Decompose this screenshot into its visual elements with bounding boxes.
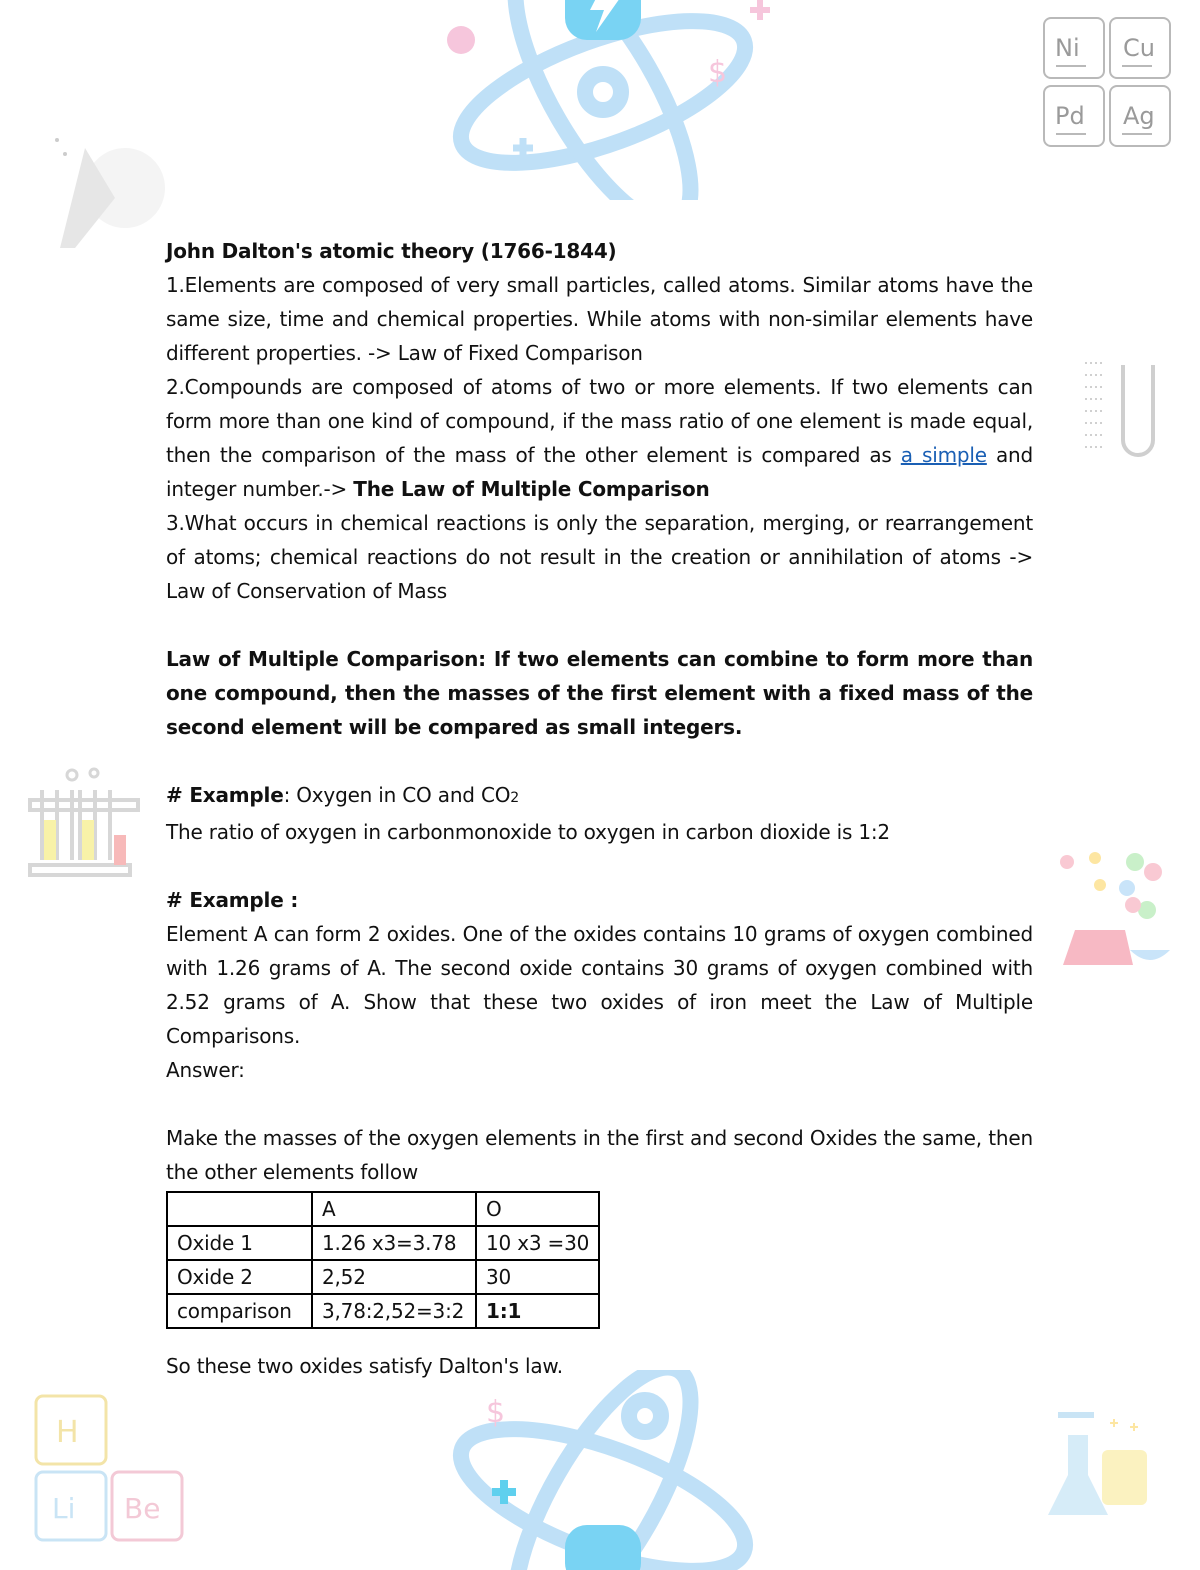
table-cell: 2,52	[312, 1260, 476, 1294]
element-tile-cu: Cu	[1123, 34, 1155, 62]
example-2-text: Element A can form 2 oxides. One of the oxides contains 10 grams of oxygen combined with 1.26 grams of A. The second oxide contains 30 grams of oxygen combined with 2.52 grams of A. Show that these two oxides of iron meet the Law of Multiple Comparisons.	[166, 922, 1033, 1048]
table-header-cell	[167, 1192, 312, 1226]
table-header-cell: A	[312, 1192, 476, 1226]
example-1-line	[166, 778, 1033, 815]
point-2-text: 2.Compounds are composed of atoms of two or more elements. If two elements can form more than one kind of compound, if the mass ratio of one element is made equal, then the comparison of the mass of the other element is compared as	[166, 375, 1033, 467]
example-2-label: # Example :	[166, 888, 299, 912]
atom-icon-bottom	[430, 1370, 780, 1570]
element-tile-ag: Ag	[1123, 102, 1155, 130]
theory-point-2	[166, 370, 1033, 506]
doc-title: John Dalton's atomic theory (1766-1844)	[166, 239, 617, 263]
table-cell: 10 x3 =30	[476, 1226, 599, 1260]
element-tile-be: Be	[124, 1492, 161, 1525]
element-tile-ni: Ni	[1055, 34, 1080, 62]
answer-label: Answer:	[166, 1058, 245, 1082]
table-cell: comparison	[167, 1294, 312, 1328]
test-tube-rack-icon	[22, 765, 147, 890]
example-1-label: # Example	[166, 783, 284, 807]
theory-point-3: 3.What occurs in chemical reactions is only the separation, merging, or rearrangement of atoms; chemical reactions do not result in the creation or annihilation of atoms -> Law of Conservation of Mass	[166, 511, 1033, 603]
law-multiple-comparison-label: The Law of Multiple Comparison	[353, 477, 710, 501]
table-cell: 1:1	[476, 1294, 599, 1328]
document-body	[166, 234, 1033, 1383]
example-1-text: : Oxygen in CO and CO	[283, 783, 511, 807]
example-1-ratio: The ratio of oxygen in carbonmonoxide to oxygen in carbon dioxide is 1:2	[166, 820, 890, 844]
table-cell: 30	[476, 1260, 599, 1294]
a-simple-link[interactable]: a simple	[900, 443, 987, 467]
svg-text:$: $	[708, 55, 728, 90]
theory-point-1: 1.Elements are composed of very small particles, called atoms. Similar atoms have the same size, time and chemical properties. While atoms with non-similar elements have different properties. -> Law of Fixed Comparison	[166, 273, 1033, 365]
table-cell: 3,78:2,52=3:2	[312, 1294, 476, 1328]
svg-text:$: $	[486, 1395, 506, 1430]
element-tile-li: Li	[52, 1492, 76, 1525]
conclusion: So these two oxides satisfy Dalton's law.	[166, 1354, 563, 1378]
element-tiles-bottom-left	[30, 1392, 190, 1547]
table-cell: Oxide 1	[167, 1226, 312, 1260]
lab-flask-colorful-icon	[1055, 850, 1175, 975]
element-tile-h: H	[56, 1415, 79, 1450]
beaker-icon-bottom-right	[1040, 1405, 1160, 1525]
point-2-continued: and integer number.->	[166, 443, 1033, 501]
test-tube-icon-right	[1075, 355, 1165, 460]
table-cell: 1.26 x3=3.78	[312, 1226, 476, 1260]
table-row	[167, 1260, 599, 1294]
answer-text: Make the masses of the oxygen elements in the first and second Oxides the same, then the other elements follow	[166, 1126, 1033, 1184]
law-definition: Law of Multiple Comparison: If two elements can combine to form more than one compound, then the masses of the first element with a fixed mass of the second element will be compared as small integers.	[166, 647, 1033, 739]
table-cell: Oxide 2	[167, 1260, 312, 1294]
table-header-cell: O	[476, 1192, 599, 1226]
table-row	[167, 1226, 599, 1260]
element-tiles-top-right	[1040, 14, 1180, 154]
atom-icon-top	[430, 0, 780, 200]
example-1-subscript: 2	[510, 790, 519, 806]
oxide-comparison-table	[166, 1191, 600, 1329]
flask-icon-left	[45, 128, 165, 258]
table-header-row	[167, 1192, 599, 1226]
element-tile-pd: Pd	[1055, 102, 1085, 130]
table-row	[167, 1294, 599, 1328]
